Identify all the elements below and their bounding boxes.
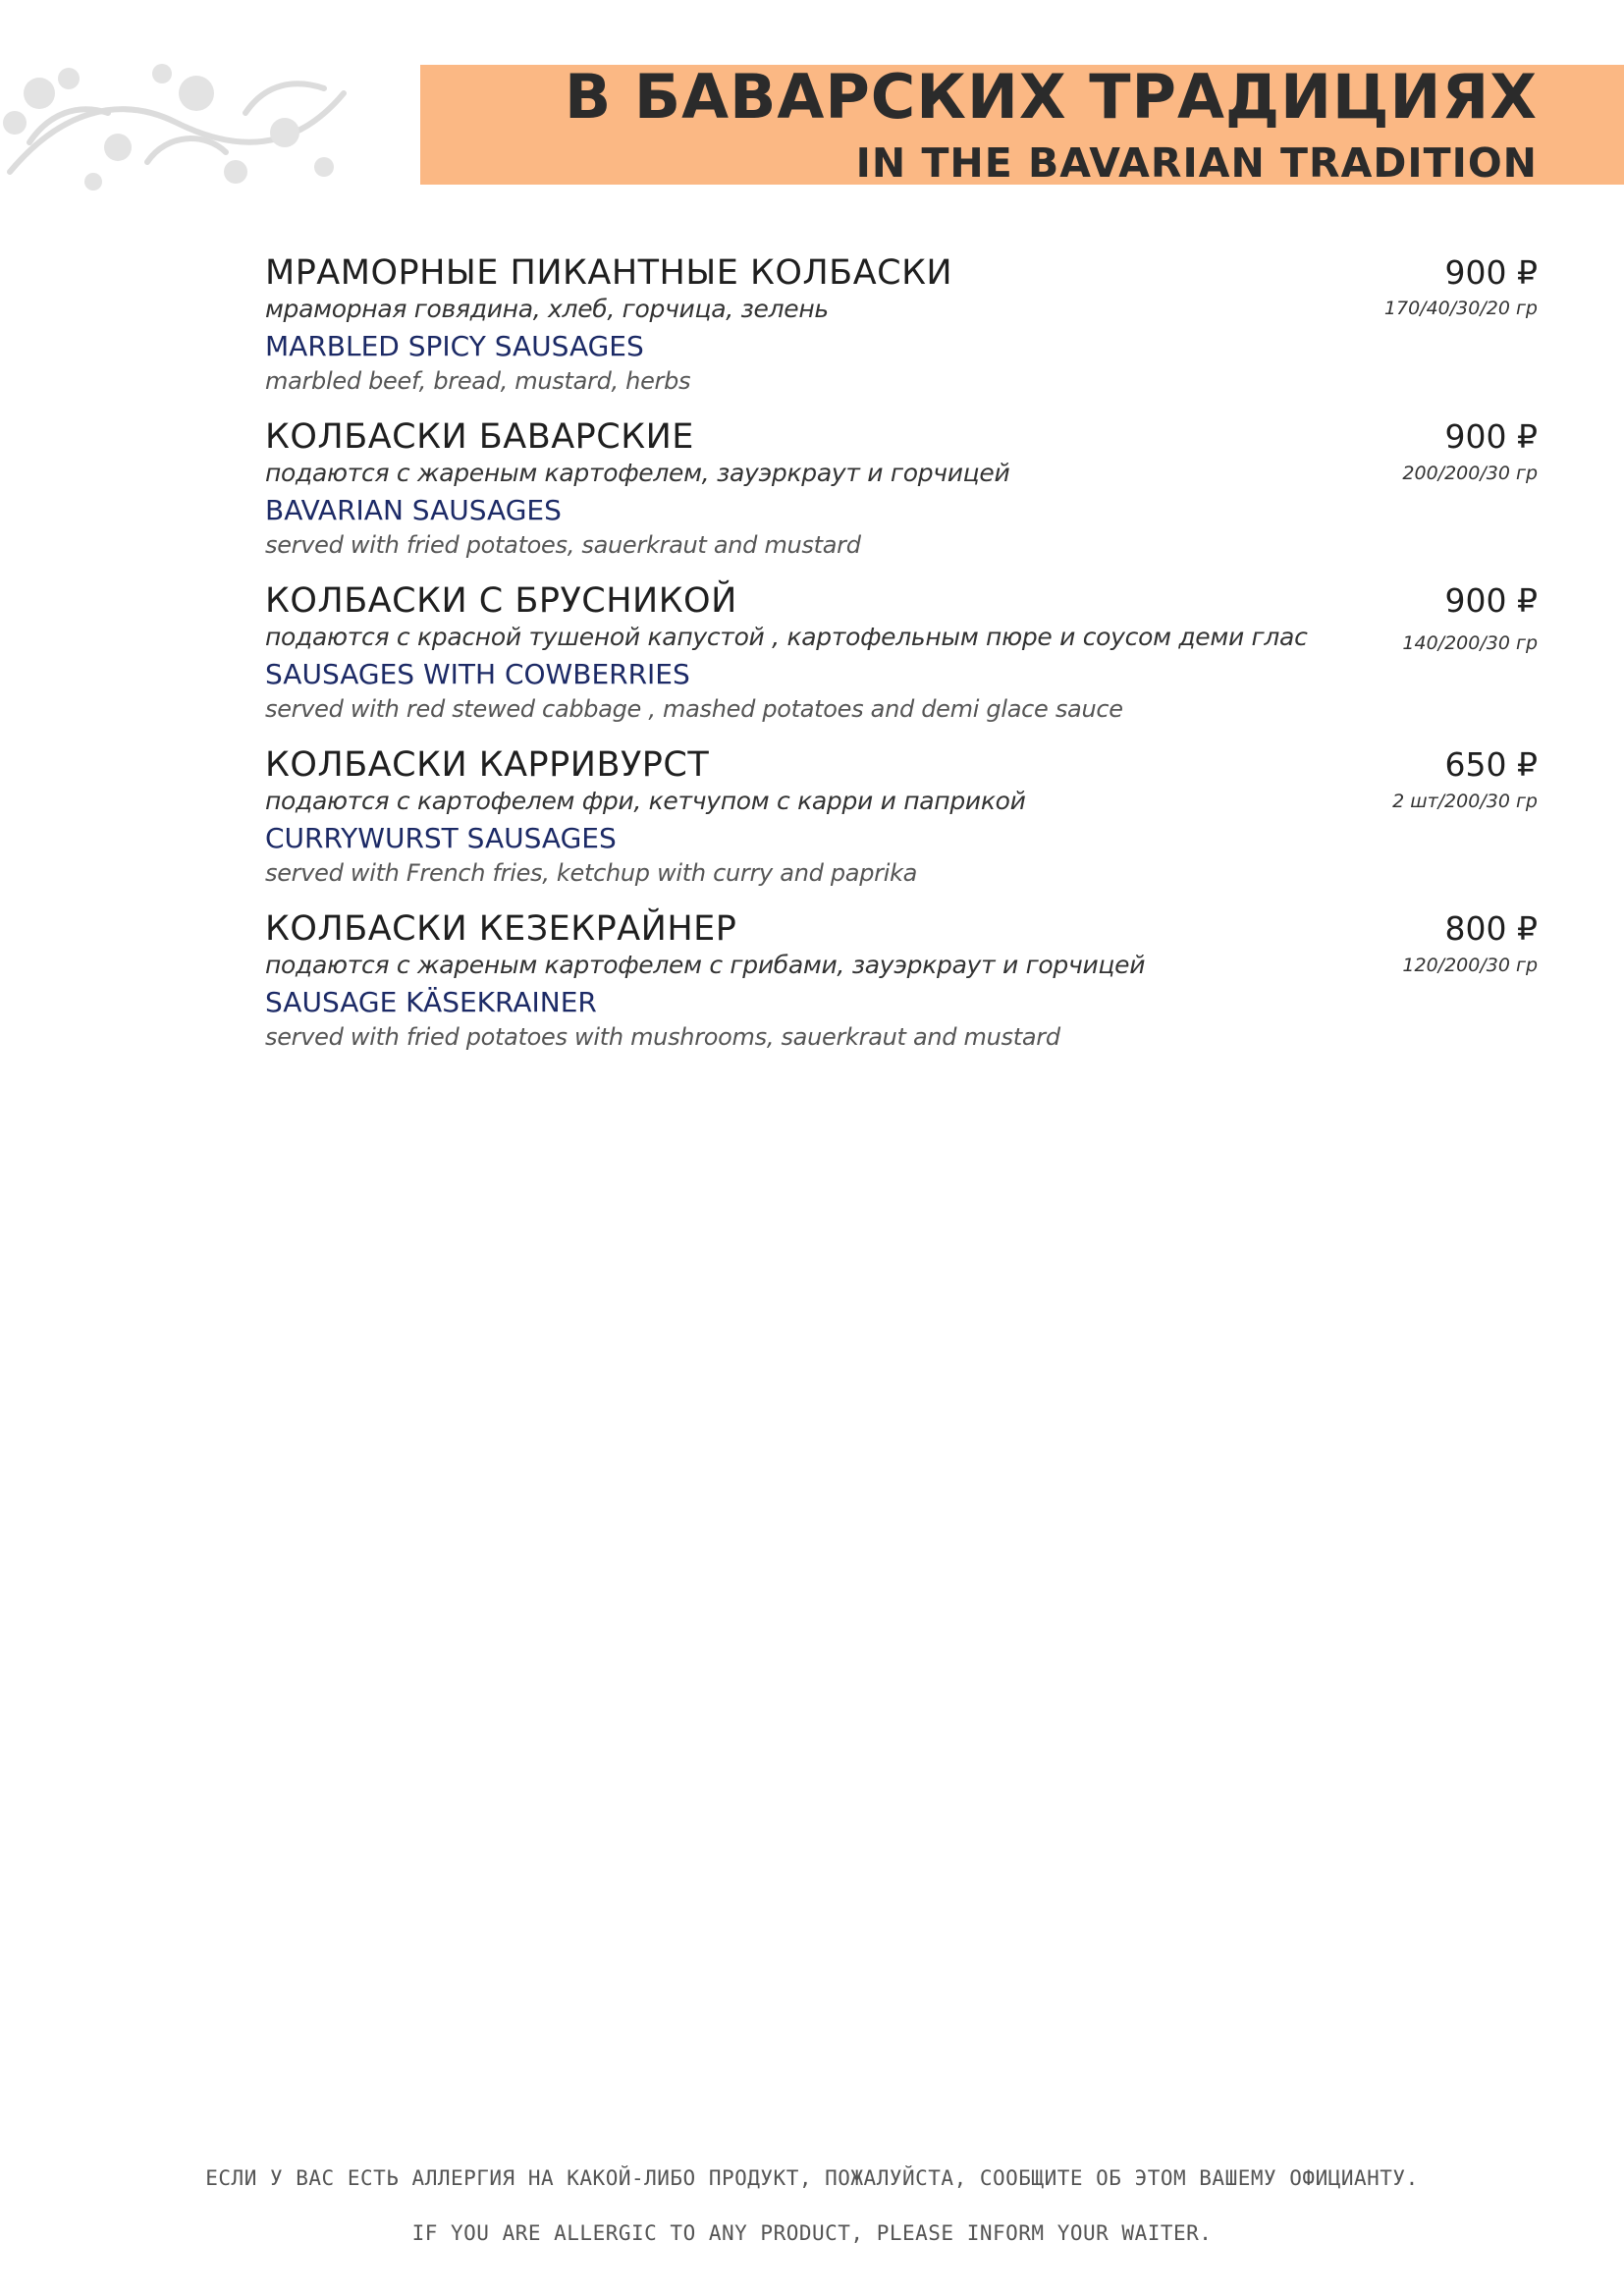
item-description-en: served with French fries, ketchup with curry and paprika [265, 859, 918, 887]
item-name-ru: КОЛБАСКИ КАРРИВУРСТ [265, 745, 710, 785]
allergy-notice-en: IF YOU ARE ALLERGIC TO ANY PRODUCT, PLEASE INFORM YOUR WAITER. [411, 2221, 1213, 2245]
item-name-ru: КОЛБАСКИ С БРУСНИКОЙ [265, 581, 737, 621]
menu-item [265, 909, 1538, 1066]
item-description-en: served with fried potatoes with mushrooms, sauerkraut and mustard [265, 1023, 1060, 1051]
item-weight: 140/200/30 гр [1402, 632, 1538, 654]
item-description-ru: подаются с жареным картофелем, зауэркраут и горчицей [265, 459, 1010, 487]
page-subtitle: IN THE BAVARIAN TRADITION [855, 139, 1538, 187]
item-price: 800 ₽ [1444, 909, 1538, 948]
item-description-ru: подаются с жареным картофелем с грибами, зауэркраут и горчицей [265, 951, 1146, 979]
item-price: 900 ₽ [1444, 417, 1538, 456]
item-name-en: CURRYWURST SAUSAGES [265, 822, 617, 854]
item-weight: 120/200/30 гр [1402, 955, 1538, 976]
item-name-ru: КОЛБАСКИ БАВАРСКИЕ [265, 417, 694, 457]
item-name-en: MARBLED SPICY SAUSAGES [265, 330, 644, 362]
item-name-en: BAVARIAN SAUSAGES [265, 494, 562, 526]
item-description-ru: мраморная говядина, хлеб, горчица, зелень [265, 295, 829, 323]
item-price: 650 ₽ [1444, 745, 1538, 784]
item-description-en: served with red stewed cabbage , mashed potatoes and demi glace sauce [265, 695, 1123, 723]
allergy-notice-ru: ЕСЛИ У ВАС ЕСТЬ АЛЛЕРГИЯ НА КАКОЙ-ЛИБО ПРОДУКТ, ПОЖАЛУЙСТА, СООБЩИТЕ ОБ ЭТОМ ВАШЕМУ ОФИЦИАНТУ. [205, 2166, 1419, 2190]
menu-item [265, 417, 1538, 574]
item-name-ru: КОЛБАСКИ КЕЗЕКРАЙНЕР [265, 909, 737, 949]
item-weight: 170/40/30/20 гр [1383, 298, 1538, 319]
menu-item [265, 745, 1538, 902]
page-title: В БАВАРСКИХ ТРАДИЦИЯХ [565, 61, 1538, 133]
item-price: 900 ₽ [1444, 581, 1538, 620]
item-description-en: served with fried potatoes, sauerkraut and mustard [265, 531, 861, 559]
item-description-en: marbled beef, bread, mustard, herbs [265, 367, 691, 395]
item-weight: 200/200/30 гр [1402, 463, 1538, 484]
item-name-ru: МРАМОРНЫЕ ПИКАНТНЫЕ КОЛБАСКИ [265, 253, 953, 293]
item-name-en: SAUSAGES WITH COWBERRIES [265, 658, 690, 690]
item-weight: 2 шт/200/30 гр [1392, 791, 1538, 812]
menu-item [265, 253, 1538, 410]
floral-ornament [0, 54, 353, 201]
item-description-ru: подаются с красной тушеной капустой , картофельным пюре и соусом деми глас [265, 623, 1308, 651]
item-price: 900 ₽ [1444, 253, 1538, 292]
item-name-en: SAUSAGE KÄSEKRAINER [265, 986, 597, 1018]
item-description-ru: подаются с картофелем фри, кетчупом с карри и паприкой [265, 787, 1026, 815]
menu-item [265, 581, 1538, 738]
